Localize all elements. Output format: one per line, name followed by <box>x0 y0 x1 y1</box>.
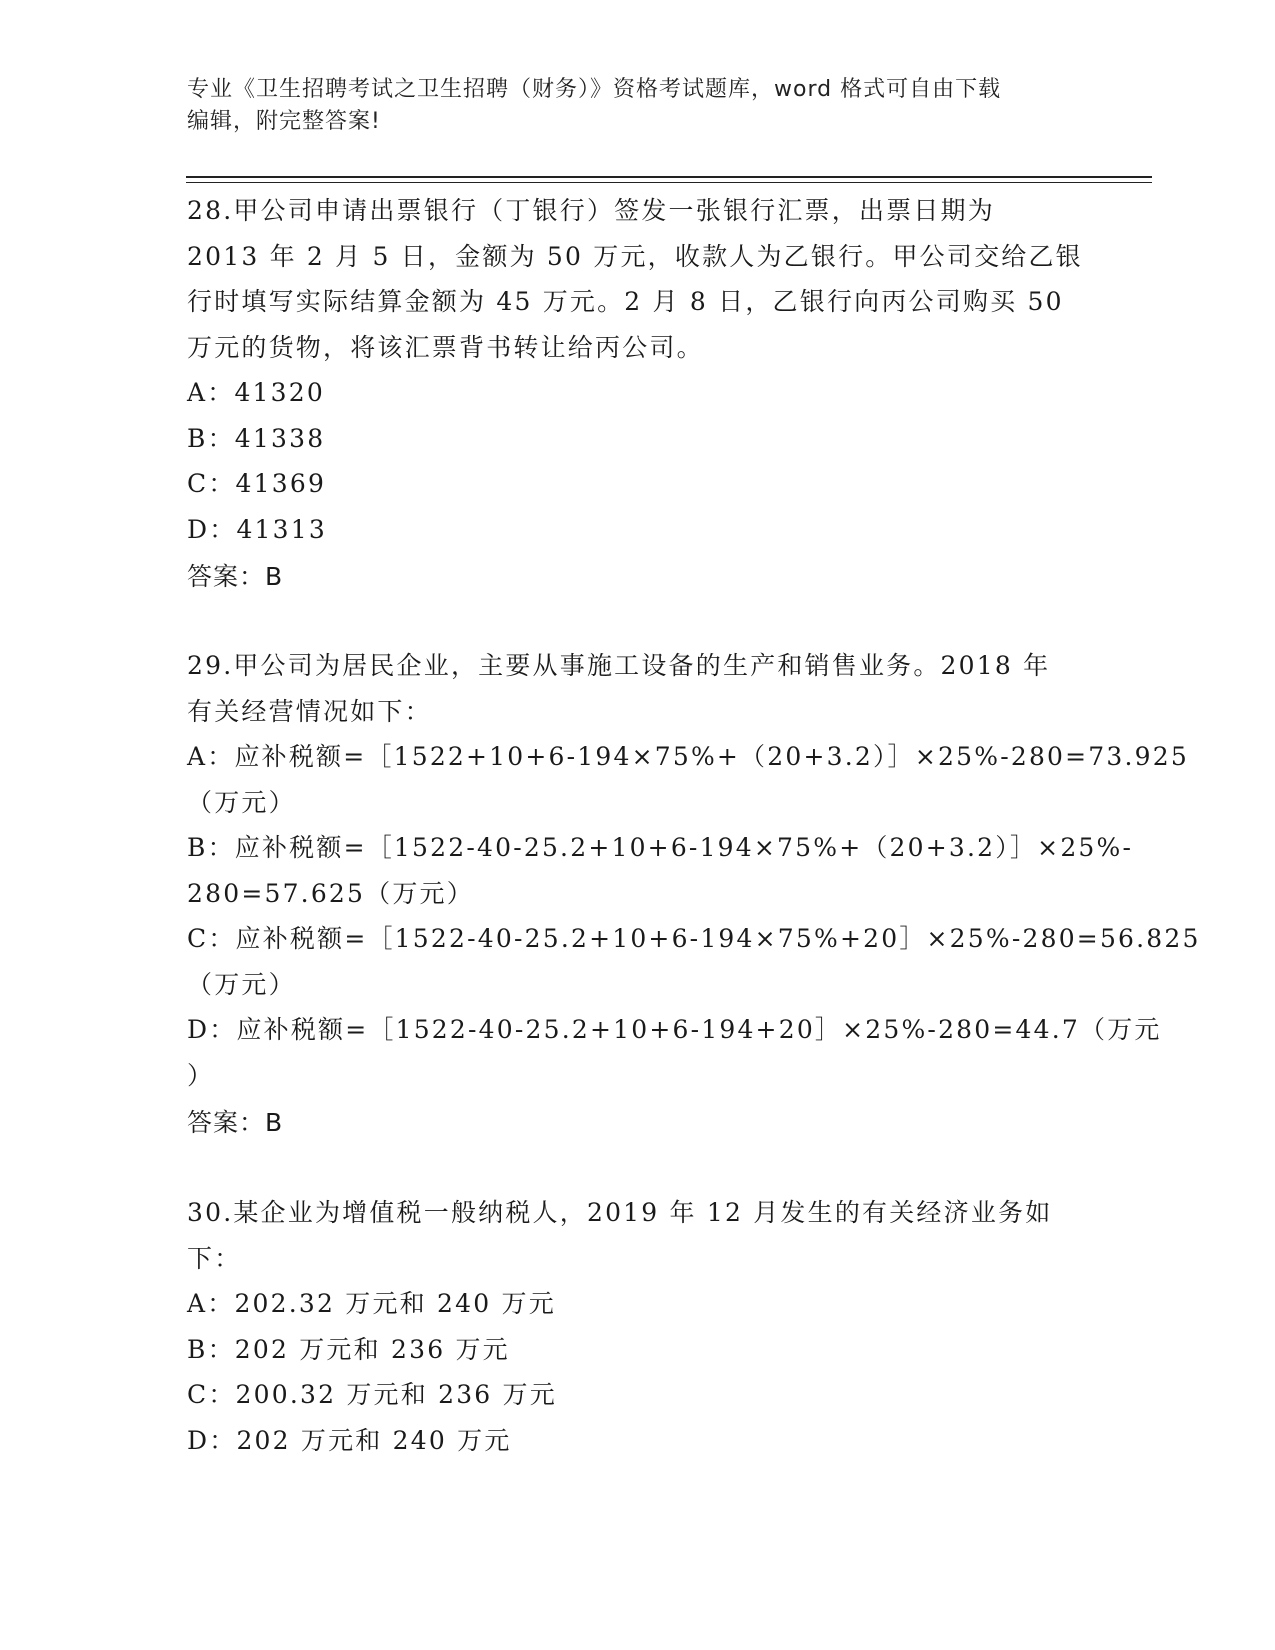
header-divider-thin <box>186 182 1152 183</box>
option-c-continued: （万元） <box>187 969 296 999</box>
option-d-continued: ） <box>187 1060 215 1090</box>
option-c: C：应补税额=［1522-40-25.2+10+6-194×75%+20］×25%-280=56.825 <box>187 924 1201 953</box>
question-stem-line: 30.某企业为增值税一般纳税人，2019 年 12 月发生的有关经济业务如 <box>187 1198 1053 1227</box>
option-a: A：202.32 万元和 240 万元 <box>187 1289 556 1318</box>
question-stem-line: 2013 年 2 月 5 日，金额为 50 万元，收款人为乙银行。甲公司交给乙银 <box>187 241 1083 271</box>
header-line-1: 专业《卫生招聘考试之卫生招聘（财务）》资格考试题库，word 格式可自由下载 <box>187 77 1002 102</box>
answer: 答案：B <box>187 562 284 591</box>
option-a-continued: （万元） <box>187 787 296 817</box>
question-stem-line: 有关经营情况如下： <box>187 696 432 726</box>
document-header <box>187 74 1087 138</box>
question-28 <box>187 188 1087 600</box>
option-c: C：41369 <box>187 469 327 498</box>
question-stem-line: 28.甲公司申请出票银行（丁银行）签发一张银行汇票，出票日期为 <box>187 196 995 225</box>
question-stem-line: 行时填写实际结算金额为 45 万元。2 月 8 日，乙银行向丙公司购买 50 <box>187 287 1064 316</box>
option-b: B：应补税额=［1522-40-25.2+10+6-194×75%+（20+3.2）］×25%- <box>187 833 1134 862</box>
option-d: D：202 万元和 240 万元 <box>187 1425 512 1455</box>
question-stem-line: 万元的货物，将该汇票背书转让给丙公司。 <box>187 332 704 362</box>
question-stem-line: 下： <box>187 1243 242 1273</box>
question-30 <box>187 1190 1087 1463</box>
option-b: B：202 万元和 236 万元 <box>187 1334 510 1364</box>
header-line-2: 编辑，附完整答案! <box>187 109 381 134</box>
question-stem-line: 29.甲公司为居民企业，主要从事施工设备的生产和销售业务。2018 年 <box>187 651 1051 680</box>
header-divider-thick <box>186 176 1152 178</box>
option-a: A：41320 <box>187 378 325 407</box>
option-c: C：200.32 万元和 236 万元 <box>187 1380 557 1409</box>
option-b-continued: 280=57.625（万元） <box>187 878 474 908</box>
option-d: D：41313 <box>187 514 327 544</box>
question-29 <box>187 643 1201 1146</box>
option-d: D：应补税额=［1522-40-25.2+10+6-194+20］×25%-280=44.7（万元 <box>187 1015 1162 1044</box>
option-b: B：41338 <box>187 423 326 453</box>
option-a: A：应补税额=［1522+10+6-194×75%+（20+3.2）］×25%-280=73.925 <box>187 742 1189 771</box>
answer: 答案：B <box>187 1108 284 1137</box>
